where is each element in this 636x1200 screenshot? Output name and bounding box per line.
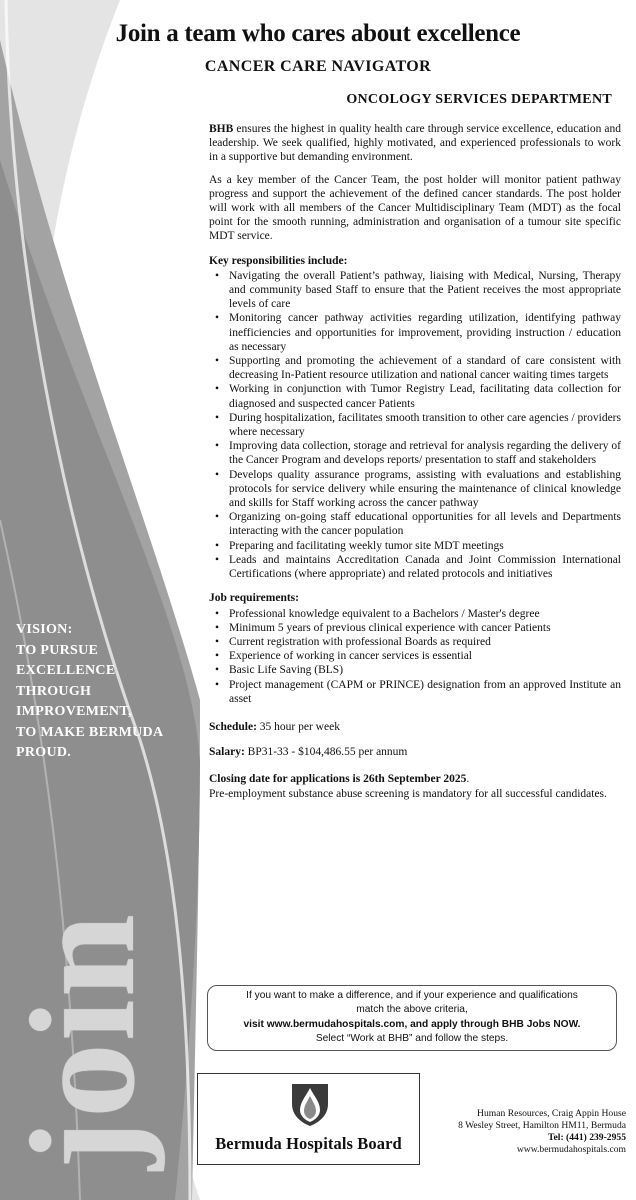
list-item: • Minimum 5 years of previous clinical experience with cancer Patients	[229, 621, 621, 635]
schedule-line	[209, 720, 621, 734]
website-link[interactable]: www.bermudahospitals.com	[516, 1144, 626, 1155]
phone-number[interactable]: Tel: (441) 239-2955	[548, 1132, 626, 1143]
shield-icon	[290, 1082, 330, 1128]
list-item: • Basic Life Saving (BLS)	[229, 663, 621, 677]
list-item: • Working in conjunction with Tumor Registry Lead, facilitating data collection for diagnosed and suspected cancer Patients	[229, 382, 621, 410]
contact-block	[458, 1108, 626, 1156]
requirements-heading: Job requirements:	[209, 592, 299, 605]
list-item: • Improving data collection, storage and retrieval for analysis regarding the delivery of the Cancer Program and develops reports/ presentation to staff and stakeholders	[229, 439, 621, 467]
join-decorative-word: join	[0, 911, 166, 1170]
bhb-logo	[197, 1073, 420, 1165]
cta-line: Select “Work at BHB” and follow the steps.	[315, 1033, 509, 1045]
screening-note: Pre-employment substance abuse screening is mandatory for all successful candidates.	[209, 787, 607, 800]
intro-text: ensures the highest in quality health care through service excellence, education and leadership. We seek qualified, highly motivated, and experienced professionals to work in a supportive but demanding environment.	[209, 123, 621, 164]
apply-link-line[interactable]: visit www.bermudahospitals.com, and apply through BHB Jobs NOW.	[243, 1018, 581, 1030]
list-item: • Develops quality assurance programs, assisting with evaluations and establishing protocols for service delivery while ensuring the maintenance of clinical knowledge and skills for Staff working across the cancer pathway	[229, 468, 621, 511]
list-item: • Preparing and facilitating weekly tumor site MDT meetings	[229, 539, 621, 553]
page-headline: Join a team who cares about excellence	[115, 20, 521, 47]
list-item: • Navigating the overall Patient’s pathway, liaising with Medical, Nursing, Therapy and community based Staff to ensure that the Patient receives the most appropriate levels of care	[229, 269, 621, 312]
vision-line: PROUD.	[16, 745, 72, 760]
list-item: • Monitoring cancer pathway activities regarding utilization, identifying pathway inefficiencies and opportunities for improvement, providing instruction / education as necessary	[229, 311, 621, 354]
salary-line	[209, 745, 621, 759]
list-item: • During hospitalization, facilitates smooth transition to other care agencies / providers where necessary	[229, 411, 621, 439]
job-title: CANCER CARE NAVIGATOR	[204, 58, 432, 75]
vision-statement	[16, 620, 163, 764]
closing-date	[209, 772, 621, 786]
organization-name: Bermuda Hospitals Board	[215, 1134, 402, 1153]
requirements-list	[209, 607, 621, 706]
responsibilities-list	[209, 269, 621, 581]
list-item: • Leads and maintains Accreditation Canada and Joint Commission International Certifications (where appropriate) and related protocols and initiatives	[229, 553, 621, 581]
intro-paragraph	[209, 122, 621, 165]
vision-line: TO PURSUE	[16, 642, 99, 658]
address-line: 8 Wesley Street, Hamilton HM11, Bermuda	[458, 1120, 626, 1131]
salary-label: Salary:	[209, 746, 245, 759]
list-item: • Current registration with professional Boards as required	[229, 635, 621, 649]
main-content	[209, 122, 621, 801]
apply-callout-box	[207, 985, 617, 1051]
responsibilities-heading: Key responsibilities include:	[209, 254, 348, 267]
list-item: • Supporting and promoting the achievement of a standard of care consistent with decreasing In-Patient resource utilization and national cancer waiting times targets	[229, 354, 621, 382]
schedule-label: Schedule:	[209, 720, 257, 733]
vision-line: THROUGH	[16, 683, 92, 699]
cta-line: match the above criteria,	[356, 1004, 468, 1016]
salary-value: BP31-33 - $104,486.55 per annum	[244, 746, 408, 759]
vision-line: EXCELLENCE	[16, 663, 116, 678]
list-item: • Professional knowledge equivalent to a Bachelors / Master's degree	[229, 607, 621, 621]
org-abbrev: BHB	[209, 123, 234, 135]
role-paragraph: As a key member of the Cancer Team, the post holder will monitor patient pathway progress and support the achievement of the defined cancer standards. The post holder will work with all members of the Cancer Multidisciplinary Team (MDT) as the focal point for the smooth running, administration and organisation of a tumour site specific MDT service.	[209, 173, 621, 243]
vision-line: VISION:	[16, 622, 73, 637]
closing-period: .	[466, 773, 470, 786]
schedule-value: 35 hour per week	[256, 720, 340, 733]
list-item: • Experience of working in cancer services is essential	[229, 649, 621, 663]
department-name: ONCOLOGY SERVICES DEPARTMENT	[346, 92, 612, 107]
cta-line: If you want to make a difference, and if your experience and qualifications	[246, 990, 578, 1001]
list-item: • Organizing on-going staff educational opportunities for all levels and Departments interacting with the cancer population	[229, 510, 621, 538]
vision-line: TO MAKE BERMUDA	[16, 724, 164, 740]
closing-date-text: Closing date for applications is 26th September 2025	[209, 773, 467, 786]
address-line: Human Resources, Craig Appin House	[477, 1108, 626, 1119]
vision-line: IMPROVEMENT,	[16, 704, 132, 719]
list-item: • Project management (CAPM or PRINCE) designation from an approved Institute an asset	[229, 678, 621, 706]
